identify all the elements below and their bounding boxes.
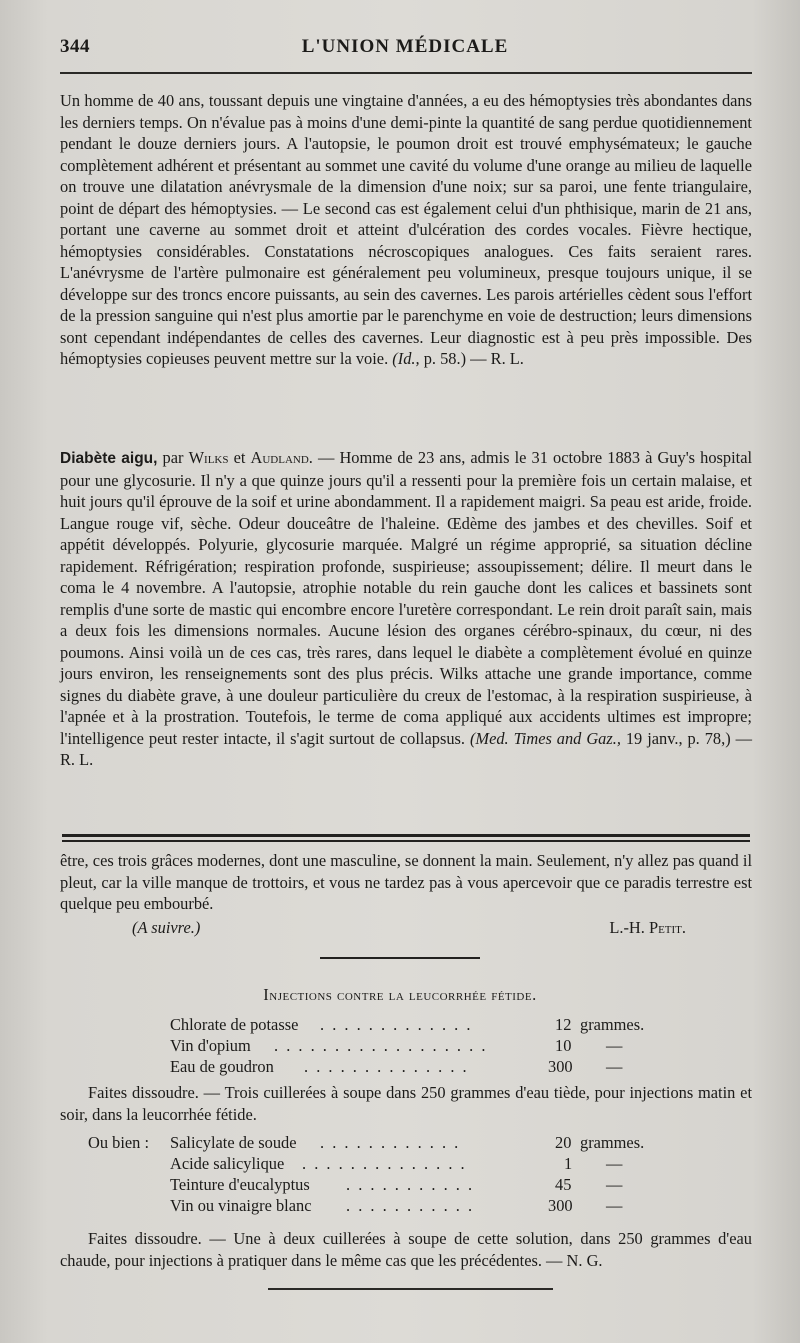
- leader-dots: . . . . . . . . . . . . . .: [304, 1057, 469, 1076]
- formula-alt-row: [170, 1196, 730, 1218]
- ingredient-name: Teinture d'eucalyptus: [170, 1175, 310, 1194]
- formula-final-instructions-text: Faites dissoudre. — Une à deux cuillerées à soupe de cette solution, dans 250 grammes d'eau chaude, pour injections à pratiquer dans le même cas que les précédentes. — N. G.: [60, 1229, 752, 1270]
- ingredient-name: Vin ou vinaigre blanc: [170, 1196, 312, 1215]
- formula-row: [170, 1057, 730, 1079]
- formula-final-instructions: [60, 1228, 752, 1271]
- article-aneurysm-citation-source: (Id.,: [392, 349, 420, 368]
- article-aneurysm-body: Un homme de 40 ans, toussant depuis une vingtaine d'années, a eu des hémoptysies très abondantes dans les derniers temps. On n'évalue pas à moins d'une demi-pinte la quantité de sang perdue quotidiennement pendant le douze derniers jours. A l'autopsie, le poumon droit est trouvé emphysémateux; le gauche complètement adhérent et présentant au sommet une cavité du volume d'une orange au milieu de laquelle on trouve une dilatation anévrysmale de la dimension d'une noix; sur sa paroi, une fente triangulaire, point de départ des hémoptysies. — Le second cas est également celui d'un phthisique, marin de 21 ans, portant une caverne au sommet droit et atteint d'ulcération des cordes vocales. Fièvre hectique, hémoptysies considérables. Constatations nécroscopiques analogues. Ces faits seraient rares. L'anévrysme de l'artère pulmonaire est généralement peu volumineux, presque toujours unique, il se développe sur des troncs encore puissants, au sein des cavernes. Les parois artérielles cèdent sous l'effort de la pression sanguine qui n'est plus amortie par le parenchyme en voie de destruction; leurs dimensions sont cependant indépendantes de celles des cavernes. Leur diagnostic est à peu près impossible. Des hémoptysies copieuses peuvent mettre sur la voie.: [60, 91, 752, 368]
- leader-dots: . . . . . . . . . . . .: [320, 1133, 461, 1152]
- article-diabetes-citation-rest: 19 janv., p. 78,) — R. L.: [60, 728, 752, 769]
- journal-title: L'UNION MÉDICALE: [301, 36, 509, 57]
- ingredient-unit: —: [606, 1154, 623, 1173]
- ingredient-name: Salicylate de soude: [170, 1133, 297, 1152]
- article-diabetes-author-2: Audland: [250, 448, 309, 467]
- ingredient-quantity: 10: [555, 1036, 572, 1055]
- ingredient-unit: grammes.: [580, 1015, 645, 1034]
- page-number: 344: [60, 36, 90, 57]
- ingredient-name: Eau de goudron: [170, 1057, 274, 1076]
- ingredient-name: Chlorate de potasse: [170, 1015, 299, 1034]
- article-diabetes-and: et: [228, 448, 251, 467]
- ingredient-unit: grammes.: [580, 1133, 645, 1152]
- article-diabetes-text: [60, 447, 752, 771]
- article-aneurysm-text: [60, 90, 752, 370]
- to-be-continued-note: (A suivre.): [132, 918, 201, 937]
- page-header: [60, 36, 750, 62]
- section-divider-thin: [62, 840, 750, 842]
- formula-alt-row: [88, 1133, 728, 1155]
- article-diabetes-citation-journal: (Med. Times and Gaz.,: [469, 728, 621, 748]
- leader-dots: . . . . . . . . . . . . . .: [302, 1154, 467, 1173]
- ingredient-name: Acide salicylique: [170, 1154, 285, 1173]
- ingredient-unit: —: [606, 1036, 623, 1055]
- formula-row: [170, 1015, 730, 1037]
- formula-instructions: [60, 1082, 752, 1125]
- header-rule: [60, 72, 752, 74]
- ingredient-quantity: 1: [564, 1154, 573, 1173]
- short-divider: [320, 957, 480, 959]
- article-diabetes-body: . — Homme de 23 ans, admis le 31 octobre 1883 à Guy's hospital pour une glycosurie. Il n'y a que quinze jours qu'il a ressenti pour la première fois un certain malaise, et huit jours qu'il éprouve de la soif et urine abondamment. Il a rapidement maigri. Sa peau est aride, froide. Langue rouge vif, sèche. Odeur douceâtre de l'haleine. Œdème des jambes et des chevilles. Soif et appétit développés. Polyurie, glycosurie marquée. Malgré un régime approprié, sa situation décline rapidement. Réfrigération; respiration profonde, suspirieuse; assoupissement; délire. Il meurt dans le coma le 4 novembre. A l'autopsie, atrophie notable du rein gauche dont les calices et bassinets sont remplis d'une sorte de mastic qui encombre encore l'uretère correspondant. Le rein droit paraît sain, mais a deux fois les dimensions normales. Aucune lésion des organes cérébro-spinaux, du cœur, ni des poumons. Ainsi voilà un de ces cas, très rares, dans lequel le diabète a complètement évolué en quinze jours environ, les renseignements sont des plus précis. Wilks attache une grande importance, comme signes du diabète grave, à une douleur particulière du creux de l'estomac, à la respiration suspirieuse, à l'apnée et à la prostration. Toutefois, le terme de coma appliqué aux accidents ultimes est impropre; l'intelligence peut rester intacte, il s'agit surtout de collapsus.: [60, 448, 753, 748]
- ingredient-name: Vin d'opium: [170, 1036, 251, 1055]
- feuilleton-continuation-text: être, ces trois grâces modernes, dont une masculine, se donnent la main. Seulement, n'y allez pas quand il pleut, car la ville manque de trottoirs, et vous ne tardez pas à vous apercevoir que ce paradis terrestre est quelque peu embourbé.: [60, 851, 752, 913]
- ingredient-quantity: 12: [555, 1015, 572, 1034]
- formula-row: [170, 1036, 730, 1058]
- ingredient-quantity: 45: [555, 1175, 572, 1194]
- leader-dots: . . . . . . . . . . .: [346, 1196, 475, 1215]
- leader-dots: . . . . . . . . . . . . . . . . . .: [274, 1036, 488, 1055]
- alternative-prefix: Ou bien :: [88, 1133, 150, 1152]
- formula-title: Injections contre la leucorrhée fétide.: [263, 985, 537, 1004]
- section-divider-thick: [62, 834, 750, 837]
- feuilleton-signature-line: [60, 918, 752, 942]
- leader-dots: . . . . . . . . . . .: [346, 1175, 475, 1194]
- article-aneurysm-citation-page: p. 58.) — R. L.: [419, 349, 524, 368]
- ingredient-quantity: 300: [548, 1057, 573, 1076]
- bottom-divider: [268, 1288, 553, 1290]
- ingredient-unit: —: [606, 1057, 623, 1076]
- article-diabetes-author-1: Wilks: [188, 448, 229, 467]
- feuilleton-author: L.-H. Petit.: [609, 918, 686, 937]
- article-diabetes-by: par: [157, 448, 189, 467]
- ingredient-unit: —: [606, 1196, 623, 1215]
- formula-alt-row: [170, 1175, 730, 1197]
- ingredient-unit: —: [606, 1175, 623, 1194]
- ingredient-quantity: 20: [555, 1133, 572, 1152]
- formula-alt-row: [170, 1154, 730, 1176]
- leader-dots: . . . . . . . . . . . . .: [320, 1015, 473, 1034]
- ingredient-quantity: 300: [548, 1196, 573, 1215]
- formula-instructions-text: Faites dissoudre. — Trois cuillerées à soupe dans 250 grammes d'eau tiède, pour injections matin et soir, dans la leucorrhée fétide.: [60, 1083, 752, 1124]
- article-diabetes-heading: Diabète aigu,: [60, 450, 158, 467]
